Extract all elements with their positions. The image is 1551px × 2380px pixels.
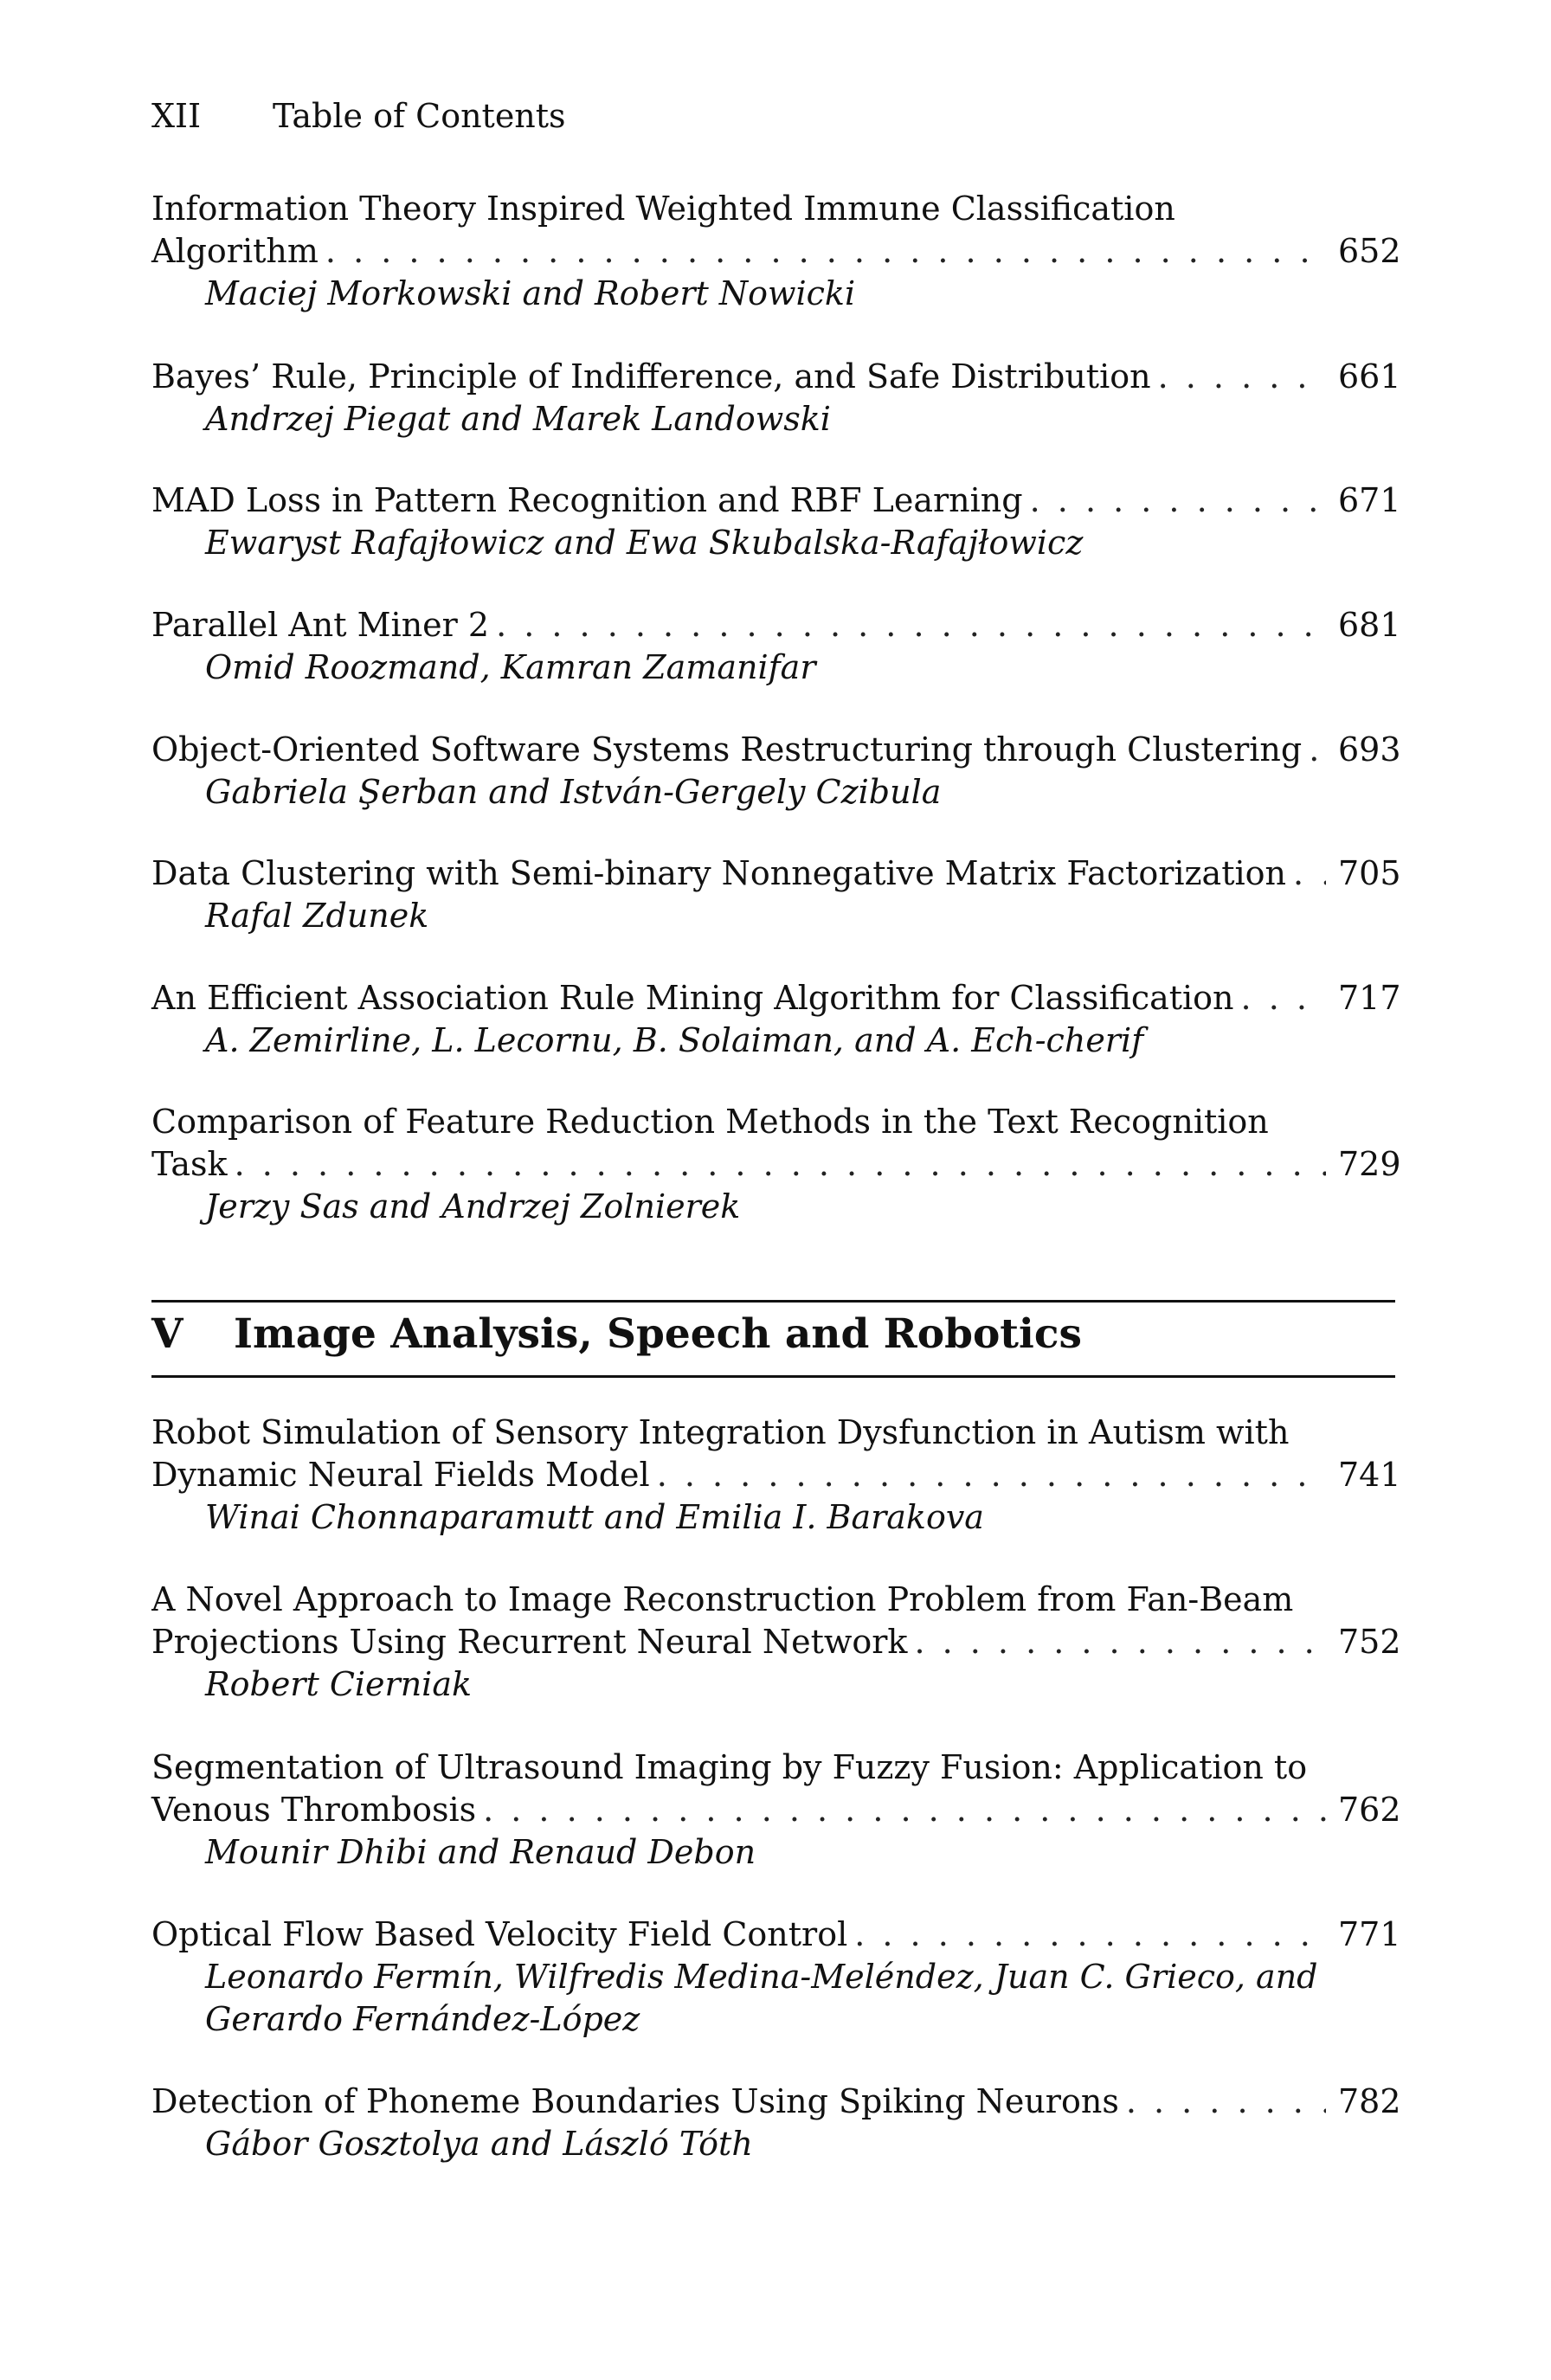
dot-leader [914, 1621, 1326, 1663]
entry-authors: Mounir Dhibi and Renaud Debon [205, 1833, 756, 1871]
dot-leader [235, 1143, 1326, 1186]
entry-title: Venous Thrombosis [151, 1791, 477, 1829]
section-title: Image Analysis, Speech and Robotics [234, 1310, 1082, 1358]
entry-title: Information Theory Inspired Weighted Immune Classification [151, 190, 1175, 228]
entry-title: Robot Simulation of Sensory Integration Dysfunction in Autism with [151, 1413, 1290, 1451]
entry-title: Object-Oriented Software Systems Restructuring through Clustering [151, 730, 1303, 769]
entry-title: MAD Loss in Pattern Recognition and RBF Learning [151, 481, 1023, 519]
entry-authors: Gerardo Fernández-López [205, 2000, 640, 2038]
entry-authors: Rafal Zdunek [205, 897, 429, 935]
toc-entry[interactable] [151, 729, 1401, 814]
entry-title: Projections Using Recurrent Neural Network [151, 1623, 908, 1661]
entry-authors: A. Zemirline, L. Lecornu, B. Solaiman, and A. Ech-cherif [205, 1021, 1144, 1059]
dot-leader [1309, 729, 1326, 771]
entry-authors: Andrzej Piegat and Marek Landowski [205, 400, 831, 438]
entry-page-number: 693 [1338, 730, 1401, 769]
entry-page-number: 671 [1338, 481, 1401, 519]
dot-leader [1241, 977, 1326, 1020]
entry-page-number: 717 [1338, 979, 1401, 1017]
dot-leader [1030, 479, 1326, 522]
entry-page-number: 741 [1338, 1456, 1401, 1494]
toc-entry[interactable] [151, 356, 1401, 441]
entry-page-number: 771 [1338, 1915, 1401, 1953]
entry-title: Comparison of Feature Reduction Methods in the Text Recognition [151, 1103, 1269, 1141]
section-rule-bottom [151, 1375, 1395, 1378]
dot-leader [325, 230, 1326, 273]
toc-entry[interactable] [151, 1579, 1401, 1706]
section-number: V [151, 1310, 183, 1358]
dot-leader [1158, 356, 1326, 398]
entry-title: An Efficient Association Rule Mining Algorithm for Classification [151, 979, 1234, 1017]
dot-leader [496, 604, 1326, 646]
entry-page-number: 652 [1338, 232, 1401, 270]
toc-entry[interactable] [151, 604, 1401, 689]
entry-title: Segmentation of Ultrasound Imaging by Fuzzy Fusion: Application to [151, 1748, 1308, 1786]
toc-entry[interactable] [151, 852, 1401, 937]
section-heading [151, 1310, 1082, 1358]
entry-page-number: 705 [1338, 854, 1401, 892]
entry-authors: Winai Chonnaparamutt and Emilia I. Barakova [205, 1498, 984, 1536]
entry-title: Task [151, 1145, 228, 1183]
entry-title: Detection of Phoneme Boundaries Using Spiking Neurons [151, 2082, 1119, 2120]
page-number: XII [151, 97, 202, 135]
entry-authors: Robert Cierniak [205, 1665, 473, 1703]
toc-entry[interactable] [151, 188, 1401, 315]
entry-title: Bayes’ Rule, Principle of Indifference, and Safe Distribution [151, 357, 1151, 396]
toc-entry[interactable] [151, 1412, 1401, 1539]
entry-authors: Maciej Morkowski and Robert Nowicki [205, 274, 856, 312]
entry-authors: Gabriela Şerban and István-Gergely Czibula [205, 773, 942, 811]
dot-leader [1126, 2081, 1326, 2123]
entry-page-number: 681 [1338, 606, 1401, 644]
entry-authors: Gábor Gosztolya and László Tóth [205, 2125, 753, 2163]
entry-page-number: 782 [1338, 2082, 1401, 2120]
entry-title: A Novel Approach to Image Reconstruction Problem from Fan-Beam [151, 1580, 1294, 1618]
running-title: Table of Contents [273, 97, 566, 135]
entry-authors: Omid Roozmand, Kamran Zamanifar [205, 648, 816, 686]
toc-entry[interactable] [151, 977, 1401, 1062]
toc-entry[interactable] [151, 1101, 1401, 1228]
entry-authors: Ewaryst Rafajłowicz and Ewa Skubalska-Rafajłowicz [205, 524, 1084, 562]
entry-page-number: 661 [1338, 357, 1401, 396]
entry-authors: Jerzy Sas and Andrzej Zolnierek [205, 1187, 741, 1225]
dot-leader [657, 1454, 1326, 1496]
toc-entry[interactable] [151, 1746, 1401, 1874]
entry-title: Dynamic Neural Fields Model [151, 1456, 650, 1494]
dot-leader [854, 1914, 1326, 1956]
entry-authors: Leonardo Fermín, Wilfredis Medina-Meléndez, Juan C. Grieco, and [205, 1958, 1318, 1996]
running-header [151, 97, 566, 135]
entry-page-number: 729 [1338, 1145, 1401, 1183]
dot-leader [483, 1789, 1326, 1831]
entry-title: Data Clustering with Semi-binary Nonnegative Matrix Factorization [151, 854, 1286, 892]
toc-entry[interactable] [151, 2081, 1401, 2165]
toc-entry[interactable] [151, 479, 1401, 564]
section-rule-top [151, 1300, 1395, 1303]
toc-entry[interactable] [151, 1914, 1401, 2041]
entry-title: Parallel Ant Miner 2 [151, 606, 490, 644]
dot-leader [1293, 852, 1326, 895]
entry-page-number: 752 [1338, 1623, 1401, 1661]
entry-title: Optical Flow Based Velocity Field Control [151, 1915, 848, 1953]
entry-page-number: 762 [1338, 1791, 1401, 1829]
entry-title: Algorithm [151, 232, 319, 270]
